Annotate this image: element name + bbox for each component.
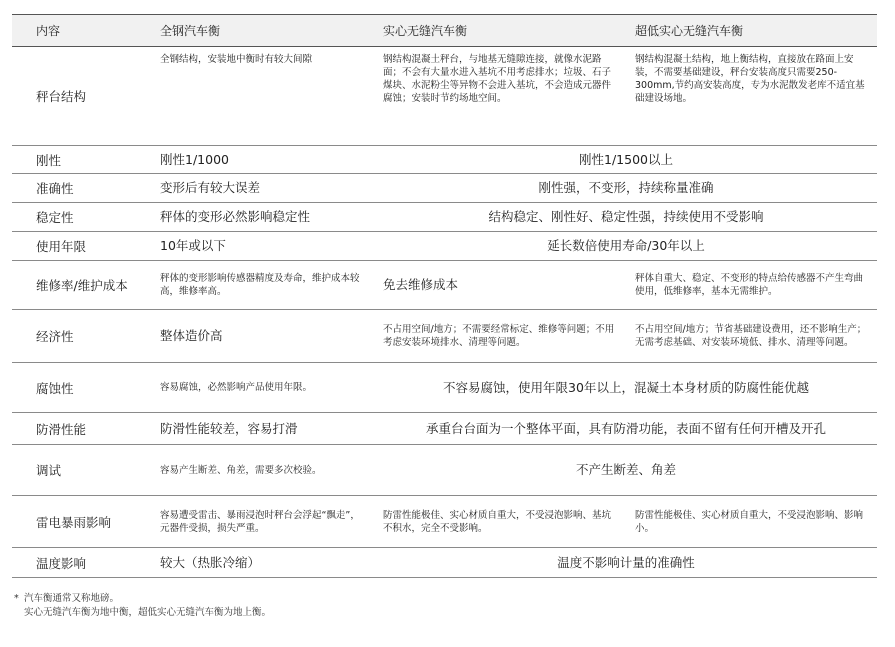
- table-row: [12, 47, 877, 146]
- header-content: 内容: [36, 24, 61, 38]
- cell-all-steel: 容易产生断差、角差，需要多次校验。: [160, 464, 322, 476]
- header-all-steel: 全钢汽车衡: [160, 24, 221, 38]
- row-label: 维修率/维护成本: [36, 278, 128, 293]
- table-row: [12, 413, 877, 445]
- header-ultra-low: 超低实心无缝汽车衡: [635, 24, 744, 38]
- row-label: 经济性: [36, 329, 74, 344]
- cell-solid-combined: 承重台台面为一个整体平面，具有防滑功能，表面不留有任何开槽及开孔: [425, 420, 826, 436]
- cell-all-steel: 全钢结构，安装地中衡时有较大间隙: [160, 54, 313, 65]
- table-row: [12, 310, 877, 363]
- cell-all-steel: 防滑性能较差，容易打滑: [160, 420, 298, 436]
- table-row: [12, 261, 877, 310]
- header-solid-seamless: 实心无缝汽车衡: [383, 24, 468, 38]
- table-row: [12, 146, 877, 174]
- table-row: [12, 548, 877, 578]
- row-label: 雷电暴雨影响: [36, 514, 112, 530]
- cell-all-steel: 刚性1/1000: [160, 151, 229, 167]
- cell-all-steel: 变形后有较大误差: [160, 180, 261, 195]
- row-label: 准确性: [36, 181, 74, 196]
- footnote-star: *: [14, 593, 19, 604]
- row-label: 温度影响: [36, 555, 87, 571]
- cell-ultra-low: 不占用空间/地方；节省基础建设费用，还不影响生产；无需考虑基础、对安装环境低、排水、清理等问题。: [635, 324, 867, 348]
- cell-solid-seamless: 钢结构混凝土秤台，与地基无缝隙连接，就像水泥路面；不会有大量水进入基坑不用考虑排水；垃圾、石子煤块、水泥粉尘等异物不会进入基坑，不会造成元器件腐蚀；安装时节约场地空间。: [383, 54, 612, 104]
- cell-all-steel: 秤体的变形必然影响稳定性: [160, 209, 311, 224]
- cell-solid-combined: 结构稳定、刚性好、稳定性强，持续使用不受影响: [488, 209, 764, 224]
- cell-solid-seamless: 免去维修成本: [383, 277, 459, 292]
- table-row: [12, 496, 877, 548]
- footnote: [14, 592, 271, 620]
- cell-all-steel: 容易遭受雷击、暴雨浸泡时秤台会浮起“飘走”，元器件受损，损失严重。: [160, 509, 360, 534]
- footnote-text-1: 汽车衡通常又称地磅。: [24, 593, 120, 604]
- table-row: [12, 174, 877, 203]
- cell-ultra-low: 防雷性能极佳、实心材质自重大，不受浸泡影响、影响小。: [635, 509, 864, 534]
- footnote-line-2: [14, 606, 271, 620]
- table-row: [12, 445, 877, 496]
- cell-all-steel: 较大（热胀冷缩）: [160, 554, 261, 570]
- row-label: 防滑性能: [36, 421, 87, 437]
- row-label: 刚性: [36, 152, 62, 168]
- cell-solid-combined: 不产生断差、角差: [575, 462, 676, 477]
- table-row: [12, 232, 877, 261]
- table-row: [12, 363, 877, 413]
- cell-ultra-low: 钢结构混凝土结构，地上衡结构，直接放在路面上安装，不需要基础建设，秤台安装高度只需要250-300mm,节约高安装高度，专为水泥散发老库不适宜基础建设场地。: [635, 54, 865, 104]
- cell-all-steel: 容易腐蚀，必然影响产品使用年限。: [160, 382, 313, 393]
- cell-all-steel: 整体造价高: [160, 328, 223, 343]
- cell-solid-seamless: 防雷性能极佳、实心材质自重大，不受浸泡影响、基坑不积水，完全不受影响。: [383, 509, 612, 534]
- footnote-line-1: [14, 592, 271, 606]
- cell-all-steel: 10年或以下: [160, 238, 226, 253]
- cell-solid-combined: 刚性强，不变形，持续称量准确: [538, 180, 714, 195]
- row-label: 秤台结构: [36, 89, 87, 104]
- cell-solid-combined: 温度不影响计量的准确性: [557, 554, 695, 570]
- table-header-row: [12, 15, 877, 47]
- row-label: 稳定性: [36, 210, 74, 225]
- cell-all-steel: 秤体的变形影响传感器精度及寿命，维护成本较高，维修率高。: [160, 273, 360, 297]
- cell-ultra-low: 秤体自重大、稳定、不变形的特点给传感器不产生弯曲使用，低维修率，基本无需维护。: [635, 273, 864, 297]
- row-label: 腐蚀性: [36, 380, 74, 396]
- cell-solid-combined: 延长数倍使用寿命/30年以上: [547, 238, 705, 253]
- cell-solid-combined: 不容易腐蚀，使用年限30年以上，混凝土本身材质的防腐性能优越: [443, 379, 809, 395]
- cell-solid-seamless: 不占用空间/地方；不需要经常标定、维修等问题；不用考虑安装环境排水、清理等问题。: [383, 324, 615, 348]
- cell-solid-combined: 刚性1/1500以上: [579, 151, 673, 167]
- row-label: 调试: [36, 463, 62, 478]
- footnote-text-2: 实心无缝汽车衡为地中衡，超低实心无缝汽车衡为地上衡。: [24, 607, 272, 618]
- row-label: 使用年限: [36, 239, 87, 254]
- comparison-table: [12, 14, 877, 578]
- table-row: [12, 203, 877, 232]
